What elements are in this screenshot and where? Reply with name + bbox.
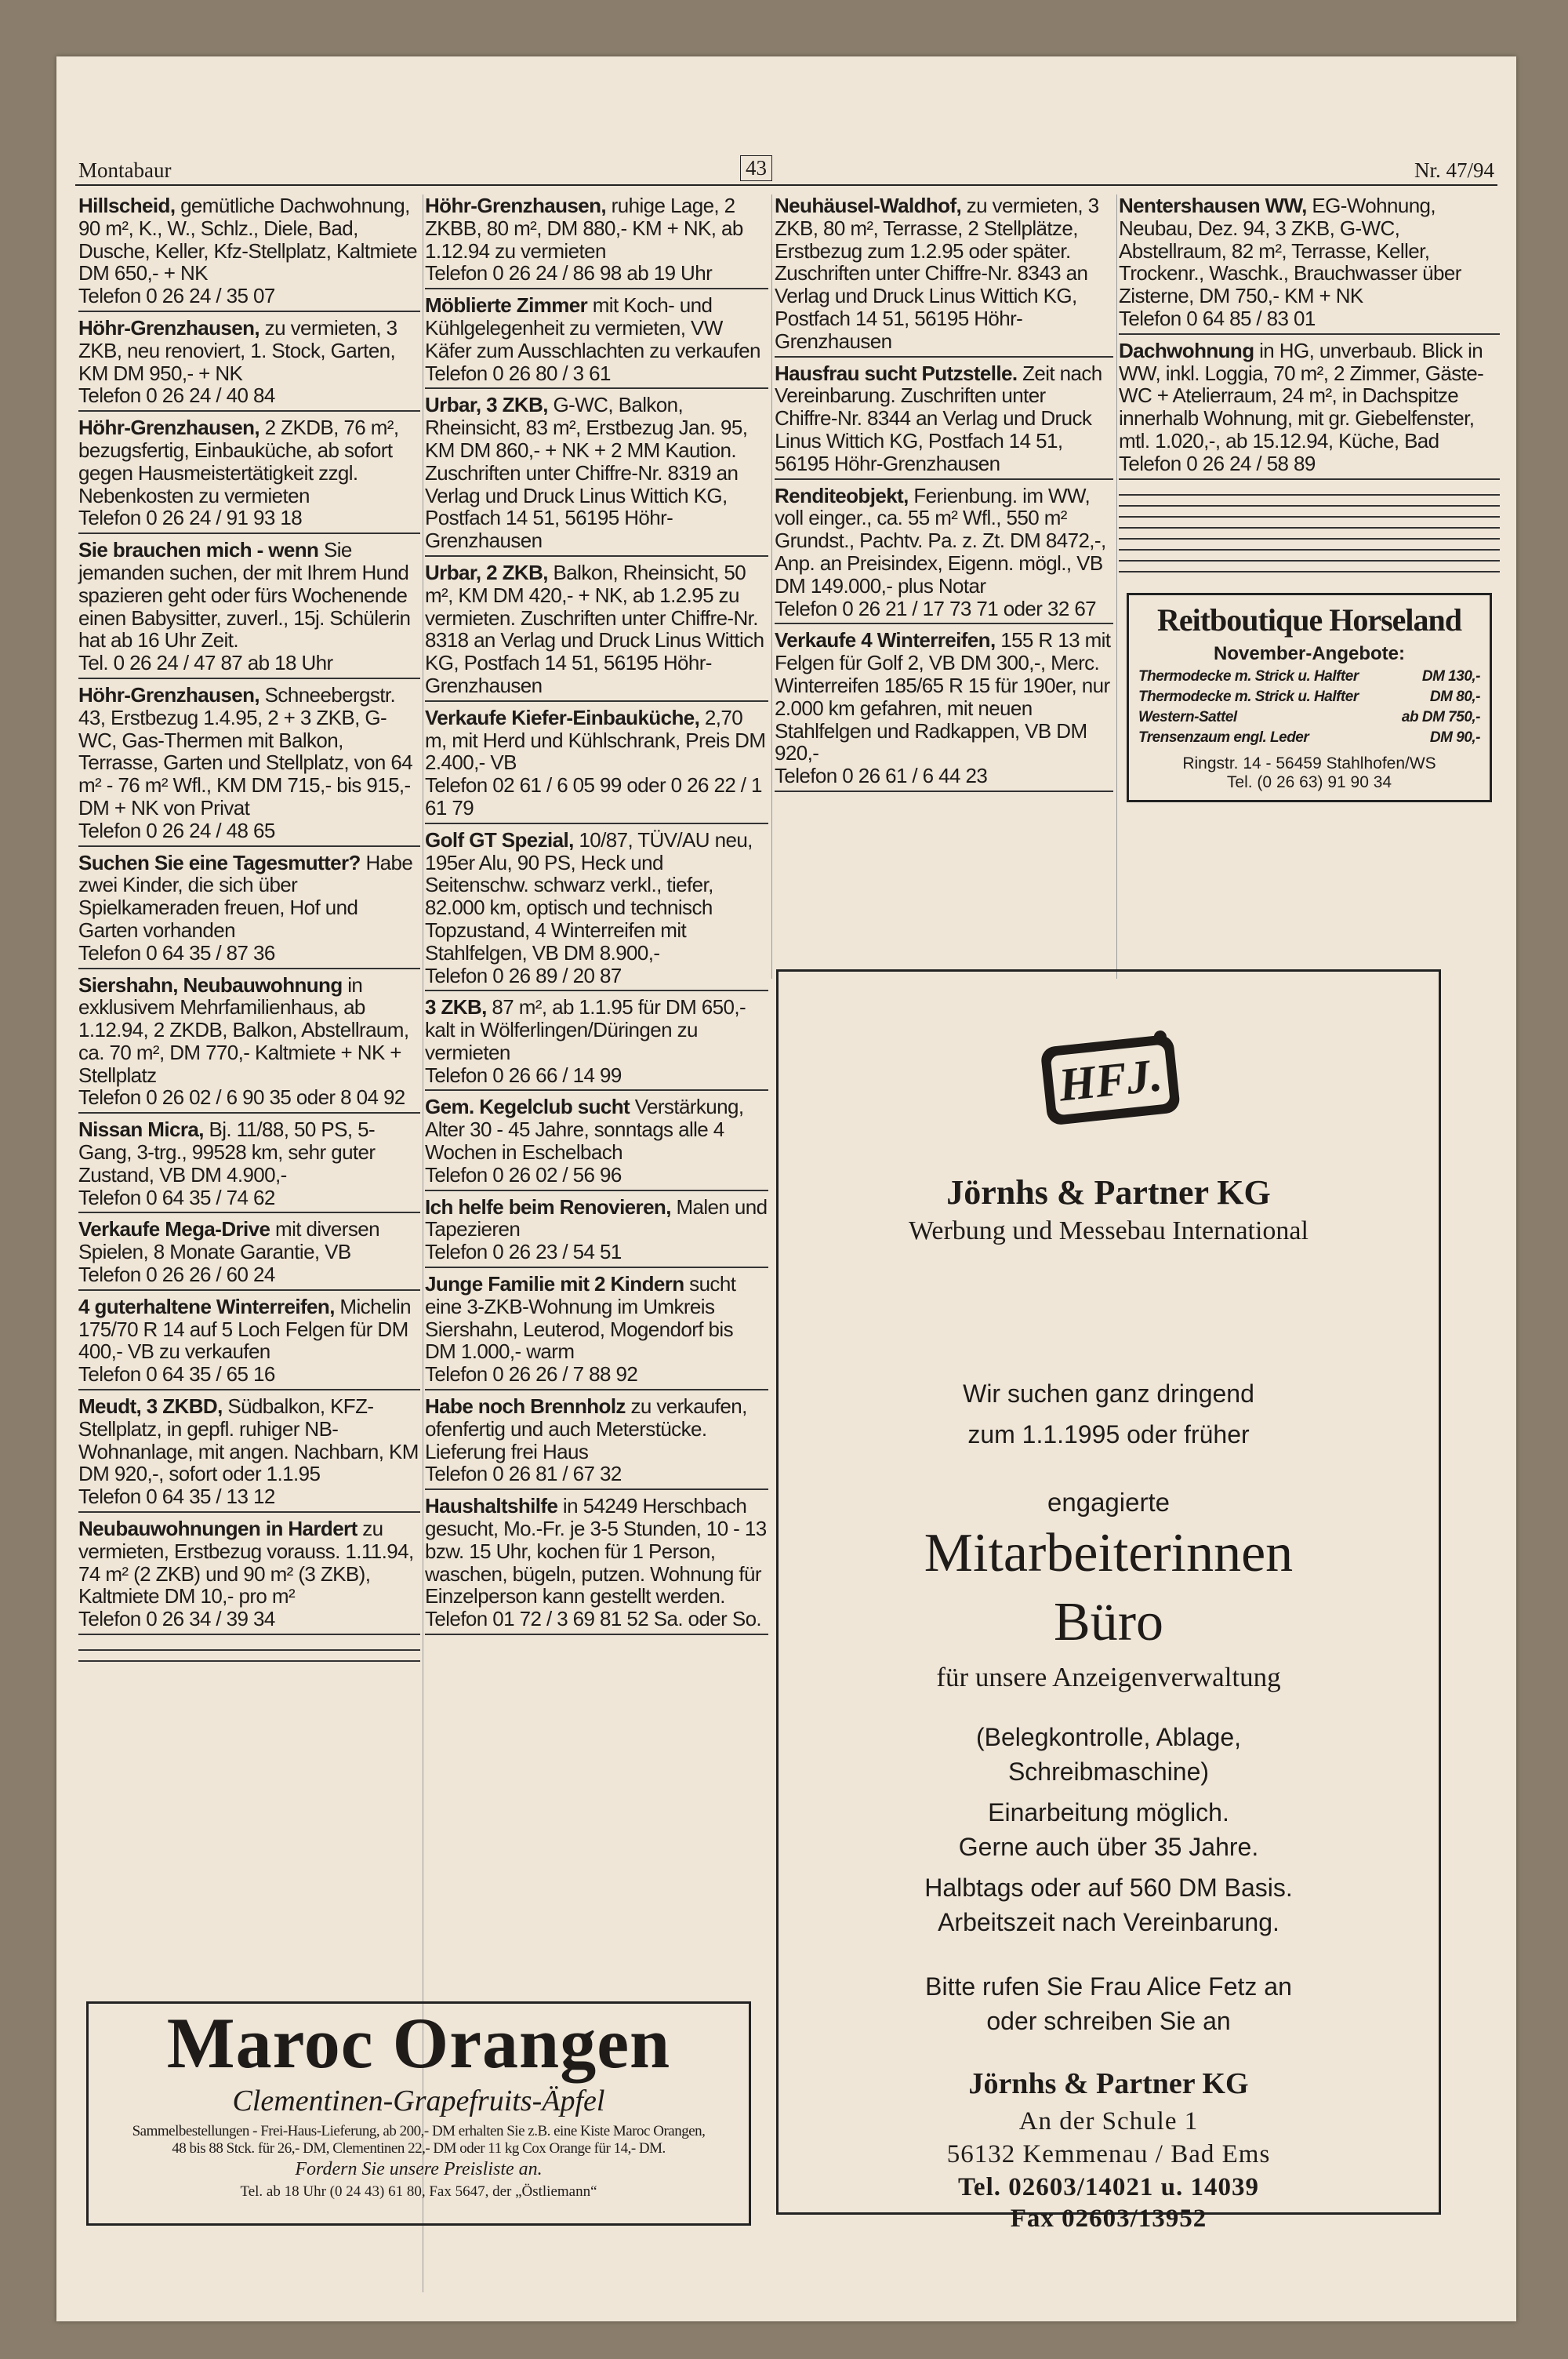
ad-body: zu vermieten, 3 ZKB, 80 m², Terrasse, 2 Stellplätze, Erstbezug zum 1.2.95 oder später. Zuschriften unter Chiffre-Nr. 8343 an Verlag und Druck Linus Wittich KG, Postfach 14 51, 56195 Höhr-Grenzhausen <box>775 194 1099 353</box>
classified-ad <box>425 294 768 389</box>
ad-phone: Telefon 0 26 61 / 6 44 23 <box>775 764 988 788</box>
ad-phone: Telefon 0 26 24 / 48 65 <box>78 818 275 842</box>
filler-rule <box>78 1651 420 1662</box>
filler-rule <box>1119 518 1500 529</box>
ad-body: Habe zwei Kinder, die sich über Spielkameraden freuen, Hof und Garten vorhanden <box>78 850 413 942</box>
ad-body: EG-Wohnung, Neubau, Dez. 94, 3 ZKB, G-WC, Abstellraum, 82 m², Terrasse, Keller, Trockenr., Waschk., Brauchwasser über Zisterne, DM 750,- KM + NK <box>1119 194 1461 308</box>
page-number: 43 <box>740 155 772 181</box>
classified-ad <box>775 362 1113 480</box>
classified-ad <box>425 829 768 992</box>
ad-phone: Telefon 0 26 24 / 86 98 ab 19 Uhr <box>425 261 713 285</box>
ad-body: Balkon, Rheinsicht, 50 m², KM DM 420,- + NK, ab 1.2.95 zu vermieten. Zuschriften unter Chiffre-Nr. 8318 an Verlag und Druck Linus Wittich KG, Postfach 14 51, 56195 Höhr-Grenzhausen <box>425 560 764 697</box>
hfj-tagline: Werbung und Messebau International <box>909 1216 1308 1245</box>
ad-body: 2,70 m, mit Herd und Kühlschrank, Preis DM 2.400,- VB <box>425 705 766 775</box>
hfj-text: Schreibmaschine) <box>1007 1757 1210 1786</box>
hfj-logo-text: HFJ. <box>1056 1049 1165 1111</box>
header-location: Montabaur <box>78 158 172 182</box>
classified-ad <box>78 539 420 679</box>
hfj-address-line: 56132 Kemmenau / Bad Ems <box>946 2140 1271 2168</box>
ad-headline: Gem. Kegelclub sucht <box>425 1095 630 1119</box>
ad-column-2 <box>425 194 768 1640</box>
ad-body: Schneebergstr. 43, Erstbezug 1.4.95, 2 + 3 ZKB, G-WC, Gas-Thermen mit Balkon, Terrasse, Garten und Stellplatz, von 64 m² - 76 m² Wfl., KM DM 715,- bis 915,- DM + NK von Privat <box>78 682 413 820</box>
ad-headline: Verkaufe Kiefer-Einbauküche, <box>425 705 700 729</box>
ad-body: in 54249 Herschbach gesucht, Mo.-Fr. je 3-5 Stunden, 10 - 13 bzw. 15 Uhr, kochen für 1 Person, waschen, bügeln, putzen. Wohnung für Einzelperson kann gestellt werden. <box>425 1494 767 1608</box>
column-divider <box>1116 194 1117 979</box>
classified-ad <box>425 996 768 1091</box>
ad-phone: Telefon 0 26 66 / 14 99 <box>425 1063 622 1087</box>
ad-headline: Höhr-Grenzhausen, <box>78 416 260 440</box>
reit-item-name: Thermodecke m. Strick u. Halfter <box>1138 667 1359 685</box>
filler-rule <box>1119 540 1500 551</box>
classified-ad <box>425 1196 768 1268</box>
ad-column-4 <box>1119 194 1500 802</box>
ad-body: ruhige Lage, 2 ZKBB, 80 m², DM 880,- KM + NK, ab 1.12.94 zu vermieten <box>425 194 743 263</box>
ad-phone: Telefon 0 26 81 / 67 32 <box>425 1462 622 1486</box>
ad-phone: Telefon 02 61 / 6 05 99 oder 0 26 22 / 1 61 79 <box>425 773 762 820</box>
ad-body: sucht eine 3-ZKB-Wohnung im Umkreis Siershahn, Leuterod, Mogendorf bis DM 1.000,- warm <box>425 1272 736 1364</box>
ad-body: Michelin 175/70 R 14 auf 5 Loch Felgen für DM 400,- VB zu verkaufen <box>78 1294 412 1364</box>
filler-rule <box>78 1640 420 1651</box>
ad-phone: Tel. 0 26 24 / 47 87 ab 18 Uhr <box>78 651 333 675</box>
classified-ad <box>78 1118 420 1213</box>
reit-item <box>1138 729 1480 747</box>
reit-item <box>1138 668 1480 685</box>
ad-phone: Telefon 0 26 26 / 7 88 92 <box>425 1362 638 1387</box>
ad-headline: Möblierte Zimmer <box>425 293 588 318</box>
classified-ad <box>425 1395 768 1490</box>
hfj-address-line: An der Schule 1 <box>1018 2107 1199 2135</box>
classified-ad <box>1119 194 1500 335</box>
ad-headline: Nissan Micra, <box>78 1118 204 1142</box>
reit-item-price: DM 130,- <box>1421 667 1480 685</box>
classified-ad <box>425 194 768 289</box>
ad-headline: Junge Familie mit 2 Kindern <box>425 1272 684 1296</box>
ad-column-3 <box>775 194 1113 797</box>
filler-rule <box>1119 507 1500 518</box>
classified-ad <box>775 485 1113 625</box>
ad-headline: Urbar, 2 ZKB, <box>425 560 548 584</box>
reit-item <box>1138 689 1480 706</box>
ad-headline: Urbar, 3 ZKB, <box>425 393 548 417</box>
maroc-orangen-ad <box>86 2001 751 2226</box>
classified-ad <box>78 194 420 312</box>
classified-ad <box>78 1218 420 1290</box>
filler-rule <box>1119 485 1500 496</box>
ad-headline: Verkaufe 4 Winterreifen, <box>775 628 996 652</box>
hfj-company: Jörnhs & Partner KG <box>946 1173 1271 1212</box>
filler-rule <box>1119 562 1500 572</box>
classified-ad <box>78 1518 420 1635</box>
ad-headline: Hausfrau sucht Putzstelle. <box>775 361 1018 385</box>
classified-ad <box>78 974 420 1114</box>
hfj-address-company: Jörnhs & Partner KG <box>968 2067 1249 2100</box>
ad-column-1 <box>78 194 420 1662</box>
ad-phone: Telefon 0 26 02 / 56 96 <box>425 1162 622 1187</box>
ad-body: Verstärkung, Alter 30 - 45 Jahre, sonntags alle 4 Wochen in Eschelbach <box>425 1095 744 1165</box>
ad-phone: Telefon 0 64 35 / 74 62 <box>78 1185 275 1209</box>
reit-title: Reitboutique Horseland <box>1156 602 1462 638</box>
ad-body: in exklusivem Mehrfamilienhaus, ab 1.12.94, 2 ZKDB, Balkon, Abstellraum, ca. 70 m², DM 770,- Kaltmiete + NK + Stellplatz <box>78 972 409 1087</box>
ad-headline: Höhr-Grenzhausen, <box>78 315 260 340</box>
hfj-phone: Tel. 02603/14021 u. 14039 <box>957 2173 1260 2201</box>
hfj-text: (Belegkontrolle, Ablage, <box>976 1723 1241 1751</box>
ad-body: 2 ZKDB, 76 m², bezugsfertig, Einbauküche, ab sofort gegen Hausmeistertätigkeit zzgl. Nebenkosten zu vermieten <box>78 416 399 507</box>
hfj-headline: Mitarbeiterinnen <box>924 1523 1294 1583</box>
ad-headline: Verkaufe Mega-Drive <box>78 1217 270 1241</box>
classified-ad <box>78 317 420 412</box>
hfj-fax: Fax 02603/13952 <box>1010 2205 1207 2233</box>
ad-headline: Ich helfe beim Renovieren, <box>425 1194 671 1219</box>
hfj-text: oder schreiben Sie an <box>986 2007 1231 2035</box>
classified-ad <box>78 1296 420 1390</box>
newspaper-page <box>56 56 1516 2321</box>
hfj-text: Bitte rufen Sie Frau Alice Fetz an <box>925 1972 1292 2001</box>
reit-item-name: Western-Sattel <box>1138 708 1237 725</box>
ad-headline: Nentershausen WW, <box>1119 194 1307 217</box>
ad-headline: Habe noch Brennholz <box>425 1394 626 1419</box>
ad-body: mit diversen Spielen, 8 Monate Garantie, VB <box>78 1217 379 1264</box>
ad-phone: Telefon 0 64 35 / 65 16 <box>78 1362 275 1387</box>
filler-rule <box>1119 496 1500 507</box>
hfj-subheadline: für unsere Anzeigenverwaltung <box>936 1662 1281 1692</box>
ad-headline: Golf GT Spezial, <box>425 827 574 852</box>
ad-body: Malen und Tapezieren <box>425 1194 768 1241</box>
classified-ad <box>78 684 420 847</box>
ad-headline: Neubauwohnungen in Hardert <box>78 1517 358 1541</box>
ad-headline: Sie brauchen mich - wenn <box>78 538 319 562</box>
ad-body: zu vermieten, 3 ZKB, neu renoviert, 1. Stock, Garten, KM DM 950,- + NK <box>78 315 397 385</box>
ad-body: Ferienbung. im WW, voll einger., ca. 55 m² Wfl., 550 m² Grundst., Pachtv. Pa. z. Zt. DM 8472,-, Anp. an Preisindex, Eigenn. mögl., VB DM 149.000,- plus Notar <box>775 483 1106 598</box>
classified-ad <box>1119 340 1500 480</box>
reit-item-price: DM 90,- <box>1429 729 1480 746</box>
ad-body: in HG, unverbaub. Blick in WW, inkl. Loggia, 70 m², 2 Zimmer, Gäste-WC + Atelierraum, 24 m², in Dachspitze innerhalb Wohnung, mit gr. Giebelfenster, mtl. 1.020,-, ab 15.12.94, Küche, Bad <box>1119 338 1484 453</box>
hfj-logo <box>1028 1019 1192 1136</box>
reit-item-price: ab DM 750,- <box>1401 708 1480 725</box>
hfj-job-ad <box>776 969 1441 2233</box>
maroc-subtitle: Clementinen-Grapefruits-Äpfel <box>232 2085 605 2117</box>
ad-headline: Neuhäusel-Waldhof, <box>775 194 962 217</box>
classified-ad <box>425 1495 768 1635</box>
ad-phone: Telefon 01 72 / 3 69 81 52 Sa. oder So. <box>425 1607 762 1631</box>
maroc-text: 48 bis 88 Stck. für 26,- DM, Clementinen 22,- DM oder 11 kg Cox Orange für 14,- DM. <box>172 2140 666 2157</box>
reit-item-price: DM 80,- <box>1429 688 1480 705</box>
classified-ad <box>775 194 1113 358</box>
reit-item <box>1138 709 1480 726</box>
ad-headline: Höhr-Grenzhausen, <box>425 194 607 217</box>
hfj-text: Einarbeitung möglich. <box>988 1798 1229 1826</box>
ad-body: Bj. 11/88, 50 PS, 5-Gang, 3-trg., 99528 km, sehr guter Zustand, VB DM 4.900,- <box>78 1118 376 1187</box>
ad-headline: 3 ZKB, <box>425 995 487 1020</box>
filler-rule <box>1119 529 1500 540</box>
ad-headline: Suchen Sie eine Tagesmutter? <box>78 850 361 874</box>
ad-headline: 4 guterhaltene Winterreifen, <box>78 1294 335 1318</box>
ad-phone: Telefon 0 64 85 / 83 01 <box>1119 306 1316 330</box>
classified-ad <box>775 629 1113 792</box>
hfj-text: Wir suchen ganz dringend <box>963 1379 1254 1408</box>
classified-ad <box>425 394 768 557</box>
ad-phone: Telefon 0 26 24 / 58 89 <box>1119 451 1316 475</box>
ad-body: Zeit nach Vereinbarung. Zuschriften unter Chiffre-Nr. 8344 an Verlag und Druck Linus Wittich KG, Postfach 14 51, 56195 Höhr-Grenzhausen <box>775 361 1102 475</box>
classified-ad <box>425 707 768 824</box>
ad-phone: Telefon 0 26 89 / 20 87 <box>425 963 622 987</box>
ad-phone: Telefon 0 26 23 / 54 51 <box>425 1240 622 1264</box>
ad-phone: Telefon 0 26 24 / 35 07 <box>78 284 275 308</box>
classified-ad <box>425 1273 768 1390</box>
ad-headline: Hillscheid, <box>78 194 176 217</box>
hfj-text: Arbeitszeit nach Vereinbarung. <box>938 1908 1279 1936</box>
reitboutique-ad <box>1127 593 1492 802</box>
maroc-text: Fordern Sie unsere Preisliste an. <box>295 2159 543 2179</box>
ad-phone: Telefon 0 64 35 / 13 12 <box>78 1485 275 1509</box>
maroc-text: Sammelbestellungen - Frei-Haus-Lieferung, ab 200,- DM erhalten Sie z.B. eine Kiste Maroc Orangen, <box>132 2123 706 2139</box>
hfj-text: Gerne auch über 35 Jahre. <box>958 1833 1259 1861</box>
reit-phone: Tel. (0 26 63) 91 90 34 <box>1226 772 1392 791</box>
classified-ad <box>425 1096 768 1190</box>
hfj-text: engagierte <box>1047 1488 1170 1517</box>
ad-phone: Telefon 0 26 24 / 40 84 <box>78 383 275 408</box>
hfj-headline: Büro <box>1054 1592 1163 1652</box>
maroc-contact: Tel. ab 18 Uhr (0 24 43) 61 80, Fax 5647, der „Östliemann“ <box>240 2183 597 2200</box>
ad-body: 10/87, TÜV/AU neu, 195er Alu, 90 PS, Heck und Seitenschw. schwarz verkl., tiefer, 82.000 km, optisch und technisch Topzustand, 4 Winterreifen mit Stahlfelgen, VB DM 8.900,- <box>425 827 753 965</box>
ad-headline: Haushaltshilfe <box>425 1494 558 1518</box>
ad-body: Sie jemanden suchen, der mit Ihrem Hund spazieren geht oder fürs Wochenende einen Babysitter, zuverl., 15j. Schülerin hat ab 16 Uhr Zeit. <box>78 538 411 652</box>
ad-body: mit Koch- und Kühlgelegenheit zu vermieten, VW Käfer zum Ausschlachten zu verkaufen <box>425 293 760 362</box>
ad-phone: Telefon 0 26 26 / 60 24 <box>78 1263 275 1287</box>
classified-ad <box>78 416 420 534</box>
issue-number: Nr. 47/94 <box>1414 158 1494 182</box>
ad-headline: Siershahn, Neubauwohnung <box>78 972 343 997</box>
header-rule <box>75 184 1497 186</box>
ad-body: zu verkaufen, ofenfertig und auch Meterstücke. Lieferung frei Haus <box>425 1394 747 1463</box>
col4-ads <box>1119 194 1500 480</box>
reit-item-name: Trensenzaum engl. Leder <box>1138 729 1309 746</box>
ad-phone: Telefon 0 26 02 / 6 90 35 oder 8 04 92 <box>78 1085 405 1110</box>
ad-phone: Telefon 0 26 80 / 3 61 <box>425 361 611 385</box>
ad-body: Südbalkon, KFZ-Stellplatz, in gepfl. ruhiger NB-Wohnanlage, mit angen. Nachbarn, KM DM 920,-, sofort oder 1.1.95 <box>78 1394 419 1486</box>
ad-phone: Telefon 0 26 21 / 17 73 71 oder 32 67 <box>775 596 1097 620</box>
ad-phone: Telefon 0 26 24 / 91 93 18 <box>78 506 303 530</box>
ad-body: G-WC, Balkon, Rheinsicht, 83 m², Erstbezug Jan. 95, KM DM 860,- + NK + 2 MM Kaution. Zuschriften unter Chiffre-Nr. 8319 an Verlag und Druck Linus Wittich KG, Postfach 14 51, 56195 Höhr-Grenzhausen <box>425 393 748 553</box>
hfj-text: zum 1.1.1995 oder früher <box>967 1420 1250 1448</box>
classified-ad <box>78 1395 420 1513</box>
ad-headline: Meudt, 3 ZKBD, <box>78 1394 223 1419</box>
ad-headline: Dachwohnung <box>1119 338 1254 362</box>
ad-body: 87 m², ab 1.1.95 für DM 650,- kalt in Wölferlingen/Düringen zu vermieten <box>425 995 746 1064</box>
reit-subtitle: November-Angebote: <box>1213 642 1406 664</box>
ad-body: zu vermieten, Erstbezug vorauss. 1.11.94, 74 m² (2 ZKB) und 90 m² (3 ZKB), Kaltmiete DM 10,- pro m² <box>78 1517 414 1608</box>
reit-address: Ringstr. 14 - 56459 Stahlhofen/WS <box>1182 754 1436 772</box>
reit-item-name: Thermodecke m. Strick u. Halfter <box>1138 688 1359 705</box>
ad-body: 155 R 13 mit Felgen für Golf 2, VB DM 300,-, Merc. Winterreifen 185/65 R 15 für 190er, nur 2.000 km gefahren, mit neuen Stahlfelgen und Radkappen, VB DM 920,- <box>775 628 1111 765</box>
ad-phone: Telefon 0 26 34 / 39 34 <box>78 1607 275 1631</box>
filler-rule <box>1119 551 1500 562</box>
ad-phone: Telefon 0 64 35 / 87 36 <box>78 940 275 965</box>
ad-headline: Höhr-Grenzhausen, <box>78 682 260 707</box>
column-divider <box>771 194 772 979</box>
classified-ad <box>78 852 420 969</box>
maroc-title: Maroc Orangen <box>166 2003 671 2083</box>
hfj-text: Halbtags oder auf 560 DM Basis. <box>924 1874 1293 1902</box>
ad-body: gemütliche Dachwohnung, 90 m², K., W., Schlz., Diele, Bad, Dusche, Keller, Kfz-Stellplatz, Kaltmiete DM 650,- + NK <box>78 194 418 285</box>
classified-ad <box>425 562 768 702</box>
ad-headline: Renditeobjekt, <box>775 483 909 507</box>
